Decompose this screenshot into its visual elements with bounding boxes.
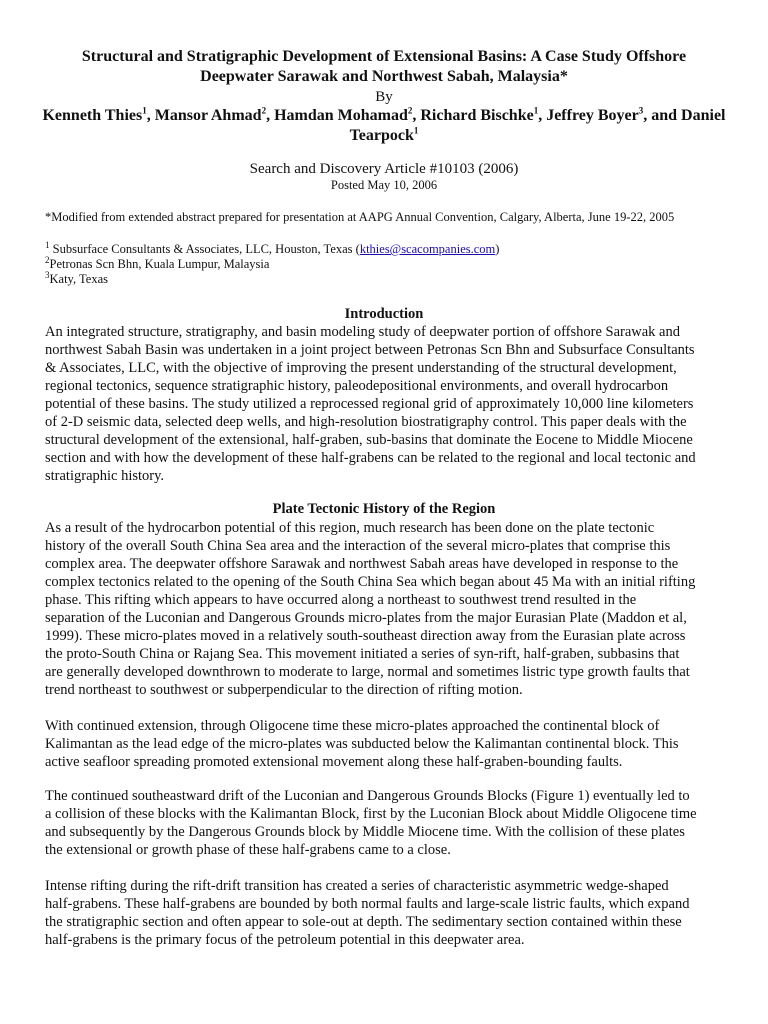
author: Mansor Ahmad [154,107,262,124]
text-line: section and with how the development of these half-grabens can be related to the regional and local tectonic and [45,450,696,466]
text-line: The continued southeastward drift of the Luconian and Dangerous Grounds Blocks (Figure 1) eventually led to [45,788,690,804]
plate-paragraph-3 [45,787,745,859]
text-line: regional tectonics, sequence stratigraphic history, paleodepositional environments, and overall hydrocarbon [45,378,669,394]
posted-date: Posted May 10, 2006 [330,178,438,192]
author-sup: 2 [261,105,267,116]
text-line: separation of the Luconian and Dangerous Grounds micro-plates from the major Eurasian Plate (Maddon et al, [45,610,687,626]
text-line: phase. This rifting which appears to have occurred along a northeast to southwest trend resulted in the [45,592,637,608]
text-line: complex area. The deepwater offshore Sarawak and northwest Sabah areas have developed in response to the [45,556,679,572]
intro-paragraph [45,323,745,485]
text-line: & Associates, LLC, with the objective of improving the present understanding of the structural development, [45,360,677,376]
separator: , [266,107,275,124]
author: Kenneth Thies [42,107,143,124]
email-link[interactable]: kthies@scacompanies.com [359,242,496,256]
affiliations [45,239,745,287]
text-line: are generally developed downthrown to moderate to large, normal and sometimes listric type growth faults that [45,664,690,680]
text-line: history of the overall South China Sea area and the interaction of the several micro-plates that comprise this [45,538,671,554]
text-line: As a result of the hydrocarbon potential of this region, much research has been done on the plate tectonic [45,520,655,536]
authors [0,106,768,146]
text-line: the stratigraphic section and often appear to sole-out at depth. The sedimentary section contained within these [45,914,682,930]
plate-paragraph-1 [45,519,745,699]
text-line: Intense rifting during the rift-drift transition has created a series of characteristic asymmetric wedge-shaped [45,878,669,894]
by-label: By [375,89,393,105]
text-line: of 2-D seismic data, selected deep wells, and high-resolution biostratigraphy control. This paper deals with the [45,414,687,430]
author-sup: 1 [413,125,419,136]
text-line: structural development of the extensional, half-graben, sub-basins that dominate the Eocene to Middle Miocene [45,432,693,448]
text-line: half-grabens. These half-grabens are bounded by both normal faults and large-scale listric faults, which expand [45,896,690,912]
text-line: An integrated structure, stratigraphy, and basin modeling study of deepwater portion of offshore Sarawak and [45,324,680,340]
text-line: half-grabens is the primary focus of the petroleum potential in this deepwater area. [45,932,525,948]
author-sup: 2 [407,105,413,116]
affiliation-sup: 1 [45,239,50,250]
title-line: Deepwater Sarawak and Northwest Sabah, Malaysia* [200,68,568,85]
text-line: a collision of these blocks with the Kalimantan Block, first by the Luconian Block about Middle Oligocene time [45,806,697,822]
plate-paragraph-4 [45,877,745,949]
text-line: northwest Sabah Basin was undertaken in a joint project between Petronas Scn Bhn and Subsurface Consultants [45,342,695,358]
title-line: Structural and Stratigraphic Development of Extensional Basins: A Case Study Offshore [81,48,687,65]
affiliation-sup: 2 [45,254,50,265]
author: Hamdan Mohamad [274,107,408,124]
author: Tearpock [349,127,414,144]
text-line: 1999). These micro-plates moved in a relatively south-southeast direction away from the Eurasian plate across [45,628,686,644]
section-heading-plate-tectonics: Plate Tectonic History of the Region [272,501,496,517]
affiliation-text: ) [495,242,500,256]
affiliation-text: Katy, Texas [49,272,108,286]
text-line: Kalimantan as the lead edge of the micro-plates was subducted below the Kalimantan continental block. This [45,736,679,752]
author: Richard Bischke [420,107,534,124]
affiliation-text: Subsurface Consultants & Associates, LLC, Houston, Texas ( [49,242,360,256]
text-line: stratigraphic history. [45,468,165,484]
text-line: potential of these basins. The study utilized a reprocessed regional grid of approximately 10,000 line kilometers [45,396,694,412]
affiliation-text: Petronas Scn Bhn, Kuala Lumpur, Malaysia [49,257,270,271]
text-line: the extensional or growth phase of these half-grabens came to a close. [45,842,451,858]
text-line: complex tectonics related to the opening of the South China Sea which began about 45 Ma with an initial rifting [45,574,696,590]
separator: , [146,107,155,124]
author-sup: 1 [142,105,147,116]
author: Jeffrey Boyer [546,107,639,124]
text-line: the proto-South China or Rajang Sea. This movement initiated a series of syn-rift, half-graben, subbasins that [45,646,680,662]
modified-note: *Modified from extended abstract prepared for presentation at AAPG Annual Convention, Calgary, Alberta, June 19-22, 2005 [45,210,675,224]
article-number: Search and Discovery Article #10103 (2006) [249,161,519,177]
text-line: trend northeast to southwest or subperpendicular to the direction of rifting motion. [45,682,523,698]
author-sup: 1 [533,105,539,116]
document-title [0,47,768,87]
author-sup: 3 [638,105,644,116]
text-line: and subsequently by the Dangerous Grounds block by Middle Miocene time. With the collision of these plates [45,824,685,840]
section-heading-introduction: Introduction [344,306,424,322]
text-line: With continued extension, through Oligocene time these micro-plates approached the continental block of [45,718,660,734]
affiliation-sup: 3 [45,269,50,280]
text-line: active seafloor spreading promoted extensional movement along these half-graben-bounding faults. [45,754,623,770]
separator: , [538,107,547,124]
separator: , [412,107,421,124]
separator: , and Daniel [643,107,726,124]
plate-paragraph-2 [45,717,745,771]
